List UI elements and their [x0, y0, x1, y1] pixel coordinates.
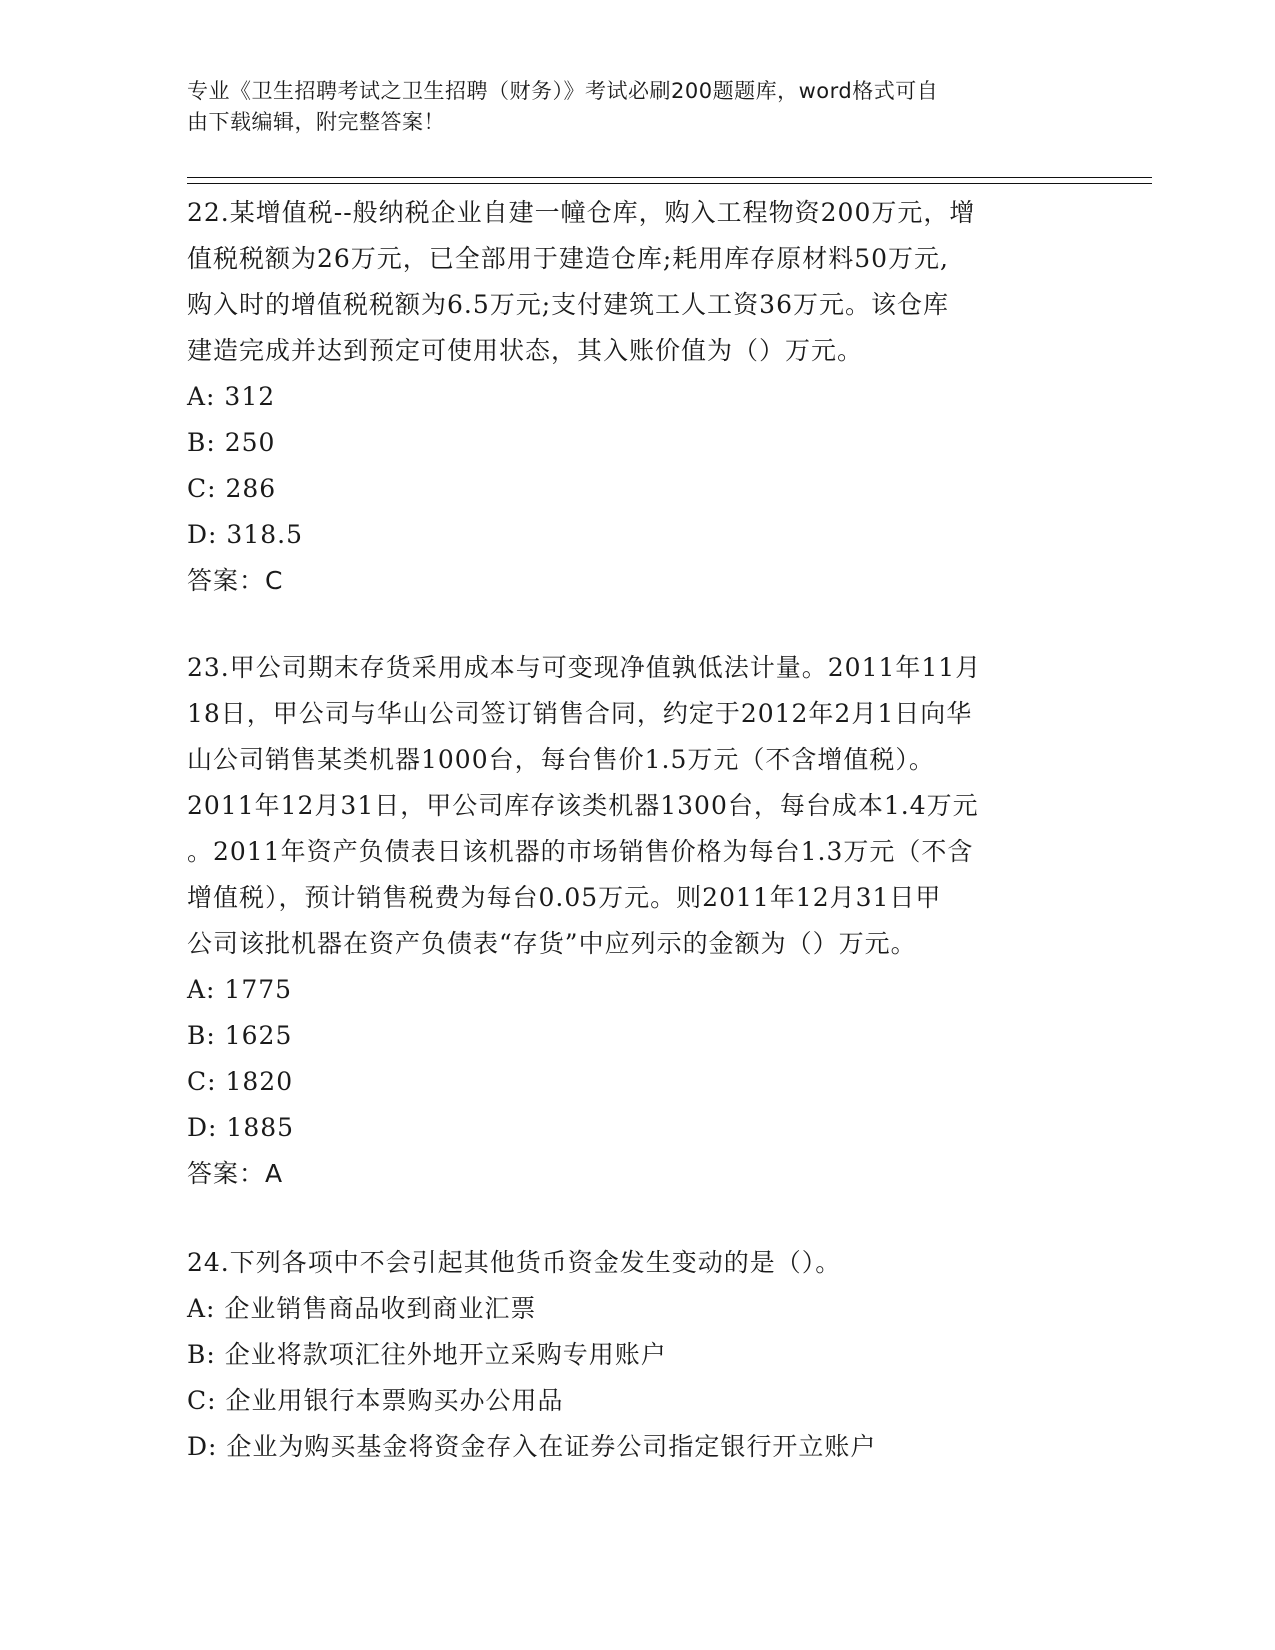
question-24 [187, 1240, 1087, 1470]
option-d: D: 1885 [187, 1113, 295, 1142]
answer: 答案：C [187, 566, 284, 595]
stem-line: 公司该批机器在资产负债表“存货”中应列示的金额为（）万元。 [187, 929, 917, 958]
stem-line: 23.甲公司期末存货采用成本与可变现净值孰低法计量。2011年11月 [187, 653, 982, 682]
document-header [187, 76, 1067, 138]
option-b: B: 250 [187, 428, 276, 457]
question-stem [187, 645, 1087, 967]
question-stem [187, 1240, 1087, 1286]
option-c: C: 286 [187, 474, 277, 503]
stem-line: 24.下列各项中不会引起其他货币资金发生变动的是（）。 [187, 1248, 842, 1277]
stem-line: 山公司销售某类机器1000台，每台售价1.5万元（不含增值税）。 [187, 745, 935, 774]
question-stem [187, 190, 1087, 374]
header-line-2: 由下载编辑，附完整答案！ [187, 110, 445, 134]
stem-line: 增值税），预计销售税费为每台0.05万元。则2011年12月31日甲 [187, 883, 942, 912]
answer: 答案：A [187, 1159, 284, 1188]
question-22 [187, 190, 1087, 604]
option-b: B: 企业将款项汇往外地开立采购专用账户 [187, 1340, 667, 1369]
stem-line: 。2011年资产负债表日该机器的市场销售价格为每台1.3万元（不含 [187, 837, 974, 866]
stem-line: 2011年12月31日，甲公司库存该类机器1300台，每台成本1.4万元 [187, 791, 979, 820]
stem-line: 建造完成并达到预定可使用状态，其入账价值为（）万元。 [187, 336, 864, 365]
option-d: D: 318.5 [187, 520, 303, 549]
stem-line: 18日，甲公司与华山公司签订销售合同，约定于2012年2月1日向华 [187, 699, 973, 728]
option-a: A: 312 [187, 382, 276, 411]
stem-line: 22.某增值税--般纳税企业自建一幢仓库，购入工程物资200万元，增 [187, 198, 976, 227]
option-c: C: 企业用银行本票购买办公用品 [187, 1386, 564, 1415]
option-a: A: 1775 [187, 975, 293, 1004]
stem-line: 值税税额为26万元，已全部用于建造仓库;耗用库存原材料50万元, [187, 244, 949, 273]
stem-line: 购入时的增值税税额为6.5万元;支付建筑工人工资36万元。该仓库 [187, 290, 949, 319]
header-divider-top [187, 177, 1152, 178]
option-b: B: 1625 [187, 1021, 293, 1050]
question-23 [187, 645, 1087, 1197]
header-line-1: 专业《卫生招聘考试之卫生招聘（财务）》考试必刷200题题库，word格式可自 [187, 79, 939, 103]
header-divider-bottom [187, 183, 1152, 184]
option-d: D: 企业为购买基金将资金存入在证券公司指定银行开立账户 [187, 1432, 877, 1461]
option-a: A: 企业销售商品收到商业汇票 [187, 1294, 537, 1323]
option-c: C: 1820 [187, 1067, 294, 1096]
